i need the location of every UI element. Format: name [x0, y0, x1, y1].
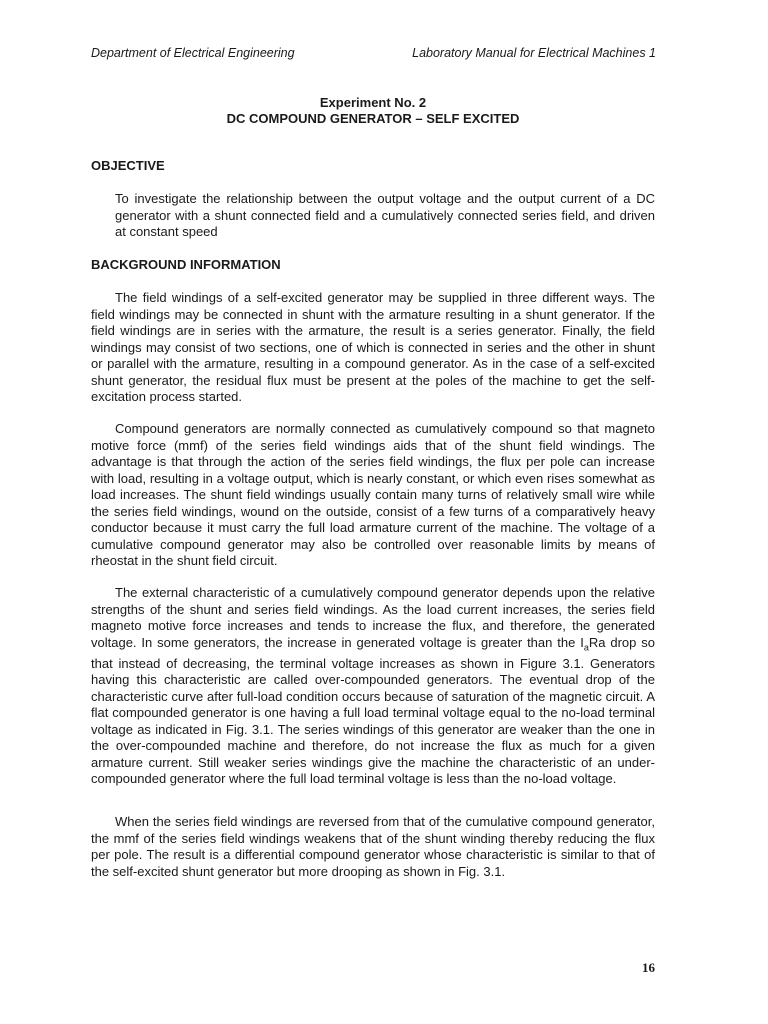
header-department: Department of Electrical Engineering: [91, 46, 295, 60]
paragraph-3-text-b: Ra drop so that instead of decreasing, the terminal voltage increases as shown in Figure 3.1. Generators having this characteristic are called over-compounded generators. The eventual drop of the characteristic curve after full-load condition occurs because of saturation of the magnetic circuit. A flat compounded generator is one having a full load terminal voltage equal to the no-load terminal voltage as indicated in Fig. 3.1. The series windings of this generator are weaker than the one in the over-compounded machine and therefore, do not increase the flux as much for a given armature current. Still weaker series windings give the machine the characteristic of an under-compounded generator where the full load terminal voltage is less than the no-load voltage.: [91, 634, 655, 787]
page-number: 16: [642, 960, 655, 975]
background-heading: BACKGROUND INFORMATION: [91, 257, 281, 272]
background-paragraph-4: When the series field windings are reversed from that of the cumulative compound generator, the mmf of the series field windings weakens that of the shunt winding thereby reducing the flux per pole. The result is a differential compound generator whose characteristic is similar to that of the self-excited shunt generator but more drooping as shown in Fig. 3.1.: [91, 814, 655, 879]
experiment-subtitle: DC COMPOUND GENERATOR – SELF EXCITED: [226, 111, 520, 126]
experiment-title-block: [91, 95, 655, 127]
background-paragraph-3: [91, 585, 655, 788]
paragraph-3-text-a: The external characteristic of a cumulatively compound generator depends upon the relative strengths of the shunt and series field windings. As the load current increases, the series field magneto motive force increases and tends to increase the flux, and therefore, the generated voltage. In some generators, the increase in generated voltage is greater than the I: [91, 585, 655, 650]
armature-current-subscript: a: [583, 642, 589, 653]
objective-heading: OBJECTIVE: [91, 158, 165, 173]
experiment-number: Experiment No. 2: [319, 95, 427, 110]
objective-text: To investigate the relationship between the output voltage and the output current of a DC generator with a shunt connected field and a cumulatively connected series field, and driven at constant speed: [115, 191, 655, 239]
background-paragraph-2: Compound generators are normally connected as cumulatively compound so that magneto motive force (mmf) of the series field windings aids that of the shunt field windings. The advantage is that through the action of the series field windings, the flux per pole can increase with load, resulting in a voltage output, which is nearly constant, or which even rises somewhat as load increases. The shunt field windings usually contain many turns of relatively small wire while the series field windings, wound on the outside, consist of a few turns of a comparatively heavy conductor because it must carry the full load armature current of the machine. The voltage of a cumulative compound generator may also be controlled over reasonable limits by means of rheostat in the shunt field circuit.: [91, 421, 655, 568]
background-paragraph-1: The field windings of a self-excited generator may be supplied in three different ways. The field windings may be connected in shunt with the armature resulting in a shunt generator. If the field windings are in series with the armature, the result is a series generator. Finally, the field windings may consist of two sections, one of which is connected in series and the other in shunt or parallel with the armature, resulting in a compound generator. As in the case of a self-excited shunt generator, the residual flux must be present at the poles of the machine to get the self-excitation process started.: [91, 290, 655, 404]
header-manual-title: Laboratory Manual for Electrical Machines 1: [412, 46, 656, 60]
